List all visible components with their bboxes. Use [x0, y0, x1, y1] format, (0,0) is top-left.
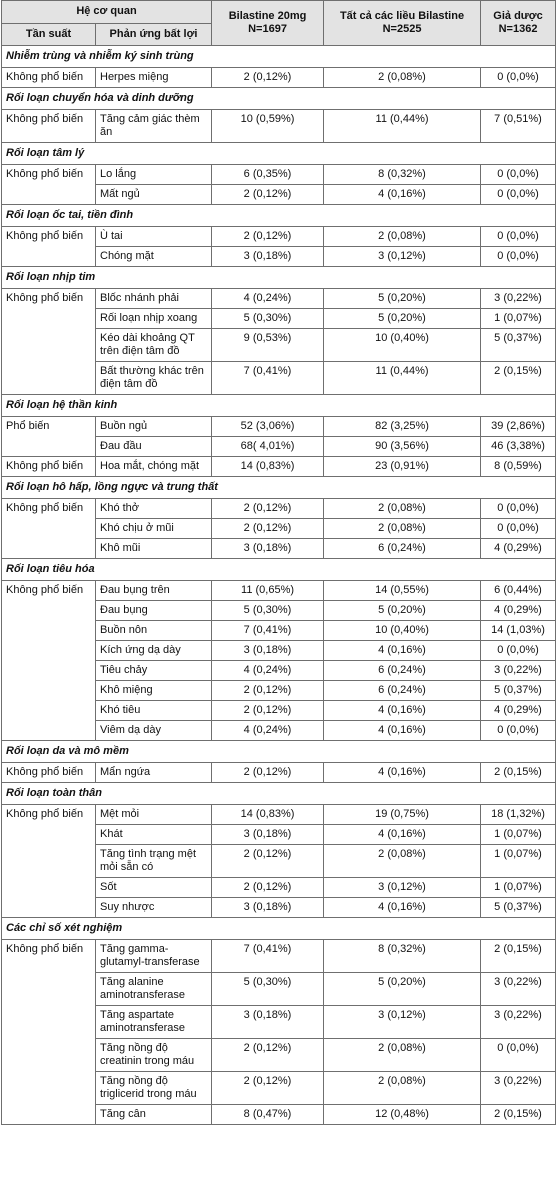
reaction-cell: Đau bụng: [96, 601, 212, 621]
bilastine-20mg-cell: 11 (0,65%): [212, 581, 324, 601]
placebo-cell: 1 (0,07%): [481, 309, 556, 329]
frequency-cell: Không phổ biến: [2, 227, 96, 267]
bilastine-20mg-cell: 14 (0,83%): [212, 457, 324, 477]
bilastine-20mg-cell: 3 (0,18%): [212, 898, 324, 918]
all-doses-cell: 11 (0,44%): [324, 362, 481, 395]
all-doses-cell: 2 (0,08%): [324, 68, 481, 88]
organ-system-title: Rối loạn tiêu hóa: [2, 559, 556, 581]
organ-system-title: Rối loạn toàn thân: [2, 783, 556, 805]
reaction-cell: Kích ứng dạ dày: [96, 641, 212, 661]
frequency-cell: Không phổ biến: [2, 499, 96, 559]
reaction-cell: Buồn nôn: [96, 621, 212, 641]
placebo-cell: 2 (0,15%): [481, 763, 556, 783]
placebo-cell: 2 (0,15%): [481, 1105, 556, 1125]
frequency-cell: Không phổ biến: [2, 940, 96, 1125]
table-body: [2, 46, 556, 1125]
placebo-cell: 46 (3,38%): [481, 437, 556, 457]
reaction-cell: Khó tiêu: [96, 701, 212, 721]
bilastine-20mg-cell: 6 (0,35%): [212, 165, 324, 185]
reaction-cell: Khó chịu ở mũi: [96, 519, 212, 539]
reaction-cell: Ù tai: [96, 227, 212, 247]
organ-system-title: Rối loạn chuyển hóa và dinh dưỡng: [2, 88, 556, 110]
reaction-cell: Kéo dài khoảng QT trên điện tâm đồ: [96, 329, 212, 362]
bilastine-20mg-n: N=1697: [248, 23, 287, 35]
reaction-cell: Hoa mắt, chóng mặt: [96, 457, 212, 477]
all-doses-cell: 5 (0,20%): [324, 309, 481, 329]
placebo-cell: 0 (0,0%): [481, 499, 556, 519]
table-row: [2, 227, 556, 247]
placebo-cell: 4 (0,29%): [481, 701, 556, 721]
reaction-cell: Khó thở: [96, 499, 212, 519]
table-row: [2, 289, 556, 309]
frequency-cell: Không phổ biến: [2, 457, 96, 477]
all-doses-cell: 3 (0,12%): [324, 1006, 481, 1039]
reaction-cell: Lo lắng: [96, 165, 212, 185]
placebo-cell: 1 (0,07%): [481, 878, 556, 898]
placebo-cell: 0 (0,0%): [481, 1039, 556, 1072]
placebo-cell: 3 (0,22%): [481, 1072, 556, 1105]
all-doses-cell: 4 (0,16%): [324, 641, 481, 661]
bilastine-20mg-cell: 2 (0,12%): [212, 878, 324, 898]
placebo-cell: 0 (0,0%): [481, 519, 556, 539]
reaction-cell: Tiêu chảy: [96, 661, 212, 681]
reaction-cell: Tăng tình trạng mệt mỏi sẵn có: [96, 845, 212, 878]
placebo-cell: 4 (0,29%): [481, 601, 556, 621]
bilastine-20mg-cell: 3 (0,18%): [212, 247, 324, 267]
reaction-cell: Tăng cảm giác thèm ăn: [96, 110, 212, 143]
organ-system-title: Rối loạn da và mô mềm: [2, 741, 556, 763]
all-doses-cell: 8 (0,32%): [324, 165, 481, 185]
reaction-cell: Chóng mặt: [96, 247, 212, 267]
all-doses-cell: 4 (0,16%): [324, 185, 481, 205]
all-doses-cell: 14 (0,55%): [324, 581, 481, 601]
placebo-cell: 0 (0,0%): [481, 641, 556, 661]
all-doses-cell: 2 (0,08%): [324, 1039, 481, 1072]
all-doses-cell: 90 (3,56%): [324, 437, 481, 457]
placebo-cell: 4 (0,29%): [481, 539, 556, 559]
reaction-cell: Tăng cân: [96, 1105, 212, 1125]
all-doses-cell: 2 (0,08%): [324, 499, 481, 519]
all-doses-cell: 11 (0,44%): [324, 110, 481, 143]
placebo-cell: 14 (1,03%): [481, 621, 556, 641]
table-row: [2, 940, 556, 973]
all-doses-header: [324, 1, 481, 46]
all-doses-cell: 8 (0,32%): [324, 940, 481, 973]
table-row: [2, 763, 556, 783]
reaction-cell: Khô mũi: [96, 539, 212, 559]
table-row: [2, 417, 556, 437]
reaction-cell: Tăng alanine aminotransferase: [96, 973, 212, 1006]
table-row: [2, 68, 556, 88]
bilastine-20mg-cell: 10 (0,59%): [212, 110, 324, 143]
placebo-cell: 3 (0,22%): [481, 973, 556, 1006]
group-row: [2, 143, 556, 165]
bilastine-20mg-cell: 3 (0,18%): [212, 825, 324, 845]
all-doses-cell: 5 (0,20%): [324, 601, 481, 621]
bilastine-20mg-cell: 8 (0,47%): [212, 1105, 324, 1125]
table-row: [2, 110, 556, 143]
bilastine-20mg-cell: 7 (0,41%): [212, 362, 324, 395]
reaction-cell: Bất thường khác trên điện tâm đồ: [96, 362, 212, 395]
reaction-cell: Khát: [96, 825, 212, 845]
reaction-cell: Tăng aspartate aminotransferase: [96, 1006, 212, 1039]
bilastine-20mg-cell: 5 (0,30%): [212, 601, 324, 621]
table-row: [2, 457, 556, 477]
reaction-cell: Mẩn ngứa: [96, 763, 212, 783]
all-doses-cell: 4 (0,16%): [324, 898, 481, 918]
all-doses-cell: 2 (0,08%): [324, 227, 481, 247]
placebo-cell: 2 (0,15%): [481, 940, 556, 973]
table-row: [2, 581, 556, 601]
reaction-cell: Mệt mỏi: [96, 805, 212, 825]
bilastine-20mg-cell: 7 (0,41%): [212, 940, 324, 973]
all-doses-cell: 2 (0,08%): [324, 1072, 481, 1105]
placebo-cell: 7 (0,51%): [481, 110, 556, 143]
all-doses-cell: 2 (0,08%): [324, 519, 481, 539]
bilastine-20mg-cell: 3 (0,18%): [212, 641, 324, 661]
organ-system-title: Rối loạn hệ thần kinh: [2, 395, 556, 417]
bilastine-20mg-cell: 2 (0,12%): [212, 185, 324, 205]
group-row: [2, 46, 556, 68]
placebo-cell: 1 (0,07%): [481, 825, 556, 845]
reaction-cell: Viêm dạ dày: [96, 721, 212, 741]
group-row: [2, 477, 556, 499]
organ-system-header: Hệ cơ quan: [2, 1, 212, 24]
frequency-cell: Không phổ biến: [2, 763, 96, 783]
bilastine-20mg-cell: 2 (0,12%): [212, 701, 324, 721]
all-doses-cell: 5 (0,20%): [324, 289, 481, 309]
reaction-cell: Rối loạn nhịp xoang: [96, 309, 212, 329]
placebo-header: [481, 1, 556, 46]
frequency-header: Tần suất: [2, 24, 96, 46]
bilastine-20mg-cell: 4 (0,24%): [212, 721, 324, 741]
all-doses-label: Tất cả các liều Bilastine: [339, 10, 465, 22]
all-doses-cell: 82 (3,25%): [324, 417, 481, 437]
group-row: [2, 395, 556, 417]
placebo-cell: 1 (0,07%): [481, 845, 556, 878]
organ-system-title: Rối loạn hô hấp, lồng ngực và trung thất: [2, 477, 556, 499]
organ-system-title: Rối loạn nhịp tim: [2, 267, 556, 289]
placebo-cell: 3 (0,22%): [481, 661, 556, 681]
all-doses-cell: 19 (0,75%): [324, 805, 481, 825]
organ-system-title: Rối loạn tâm lý: [2, 143, 556, 165]
reaction-cell: Buồn ngủ: [96, 417, 212, 437]
group-row: [2, 918, 556, 940]
all-doses-cell: 6 (0,24%): [324, 539, 481, 559]
all-doses-cell: 2 (0,08%): [324, 845, 481, 878]
reaction-cell: Herpes miệng: [96, 68, 212, 88]
placebo-cell: 0 (0,0%): [481, 721, 556, 741]
all-doses-cell: 4 (0,16%): [324, 721, 481, 741]
placebo-cell: 2 (0,15%): [481, 362, 556, 395]
all-doses-cell: 10 (0,40%): [324, 621, 481, 641]
bilastine-20mg-cell: 68( 4,01%): [212, 437, 324, 457]
placebo-cell: 5 (0,37%): [481, 329, 556, 362]
all-doses-cell: 3 (0,12%): [324, 247, 481, 267]
all-doses-cell: 23 (0,91%): [324, 457, 481, 477]
table-row: [2, 499, 556, 519]
reaction-cell: Blốc nhánh phải: [96, 289, 212, 309]
placebo-cell: 5 (0,37%): [481, 898, 556, 918]
bilastine-20mg-cell: 2 (0,12%): [212, 1039, 324, 1072]
all-doses-n: N=2525: [382, 23, 422, 35]
adverse-reaction-header: Phản ứng bất lợi: [96, 24, 212, 46]
bilastine-20mg-cell: 2 (0,12%): [212, 681, 324, 701]
bilastine-20mg-cell: 14 (0,83%): [212, 805, 324, 825]
bilastine-20mg-cell: 2 (0,12%): [212, 1072, 324, 1105]
bilastine-20mg-cell: 2 (0,12%): [212, 519, 324, 539]
reaction-cell: Tăng gamma-glutamyl-transferase: [96, 940, 212, 973]
placebo-cell: 8 (0,59%): [481, 457, 556, 477]
organ-system-title: Nhiễm trùng và nhiễm ký sinh trùng: [2, 46, 556, 68]
group-row: [2, 267, 556, 289]
all-doses-cell: 10 (0,40%): [324, 329, 481, 362]
all-doses-cell: 6 (0,24%): [324, 681, 481, 701]
frequency-cell: Không phổ biến: [2, 110, 96, 143]
placebo-cell: 3 (0,22%): [481, 1006, 556, 1039]
bilastine-20mg-cell: 2 (0,12%): [212, 499, 324, 519]
all-doses-cell: 3 (0,12%): [324, 878, 481, 898]
group-row: [2, 559, 556, 581]
group-row: [2, 741, 556, 763]
bilastine-20mg-cell: 2 (0,12%): [212, 845, 324, 878]
bilastine-20mg-cell: 2 (0,12%): [212, 227, 324, 247]
frequency-cell: Không phổ biến: [2, 165, 96, 205]
table-row: [2, 165, 556, 185]
reaction-cell: Đau bụng trên: [96, 581, 212, 601]
reaction-cell: Suy nhược: [96, 898, 212, 918]
reaction-cell: Khô miệng: [96, 681, 212, 701]
placebo-cell: 6 (0,44%): [481, 581, 556, 601]
all-doses-cell: 4 (0,16%): [324, 701, 481, 721]
placebo-cell: 39 (2,86%): [481, 417, 556, 437]
table-header-row: [2, 1, 556, 24]
organ-system-title: Các chỉ số xét nghiệm: [2, 918, 556, 940]
bilastine-20mg-cell: 3 (0,18%): [212, 539, 324, 559]
frequency-cell: Phổ biến: [2, 417, 96, 457]
placebo-cell: 0 (0,0%): [481, 68, 556, 88]
reaction-cell: Tăng nồng độ creatinin trong máu: [96, 1039, 212, 1072]
placebo-cell: 0 (0,0%): [481, 247, 556, 267]
bilastine-20mg-cell: 4 (0,24%): [212, 289, 324, 309]
group-row: [2, 88, 556, 110]
bilastine-20mg-cell: 9 (0,53%): [212, 329, 324, 362]
placebo-cell: 5 (0,37%): [481, 681, 556, 701]
bilastine-20mg-cell: 5 (0,30%): [212, 973, 324, 1006]
reaction-cell: Tăng nồng độ triglicerid trong máu: [96, 1072, 212, 1105]
placebo-cell: 0 (0,0%): [481, 185, 556, 205]
placebo-cell: 0 (0,0%): [481, 165, 556, 185]
bilastine-20mg-cell: 3 (0,18%): [212, 1006, 324, 1039]
reaction-cell: Đau đầu: [96, 437, 212, 457]
bilastine-20mg-cell: 2 (0,12%): [212, 763, 324, 783]
all-doses-cell: 5 (0,20%): [324, 973, 481, 1006]
all-doses-cell: 6 (0,24%): [324, 661, 481, 681]
organ-system-title: Rối loạn ốc tai, tiền đình: [2, 205, 556, 227]
bilastine-20mg-cell: 4 (0,24%): [212, 661, 324, 681]
adverse-reactions-table: [1, 0, 556, 1125]
frequency-cell: Không phổ biến: [2, 581, 96, 741]
bilastine-20mg-cell: 52 (3,06%): [212, 417, 324, 437]
placebo-n: N=1362: [498, 23, 538, 35]
bilastine-20mg-cell: 5 (0,30%): [212, 309, 324, 329]
bilastine-20mg-label: Bilastine 20mg: [228, 10, 307, 22]
placebo-cell: 18 (1,32%): [481, 805, 556, 825]
reaction-cell: Mất ngủ: [96, 185, 212, 205]
placebo-cell: 0 (0,0%): [481, 227, 556, 247]
frequency-cell: Không phổ biến: [2, 805, 96, 918]
all-doses-cell: 12 (0,48%): [324, 1105, 481, 1125]
all-doses-cell: 4 (0,16%): [324, 763, 481, 783]
reaction-cell: Sốt: [96, 878, 212, 898]
frequency-cell: Không phổ biến: [2, 68, 96, 88]
bilastine-20mg-header: [212, 1, 324, 46]
placebo-label: Giả dược: [493, 10, 543, 22]
bilastine-20mg-cell: 7 (0,41%): [212, 621, 324, 641]
table-row: [2, 805, 556, 825]
group-row: [2, 783, 556, 805]
frequency-cell: Không phổ biến: [2, 289, 96, 395]
placebo-cell: 3 (0,22%): [481, 289, 556, 309]
bilastine-20mg-cell: 2 (0,12%): [212, 68, 324, 88]
all-doses-cell: 4 (0,16%): [324, 825, 481, 845]
group-row: [2, 205, 556, 227]
